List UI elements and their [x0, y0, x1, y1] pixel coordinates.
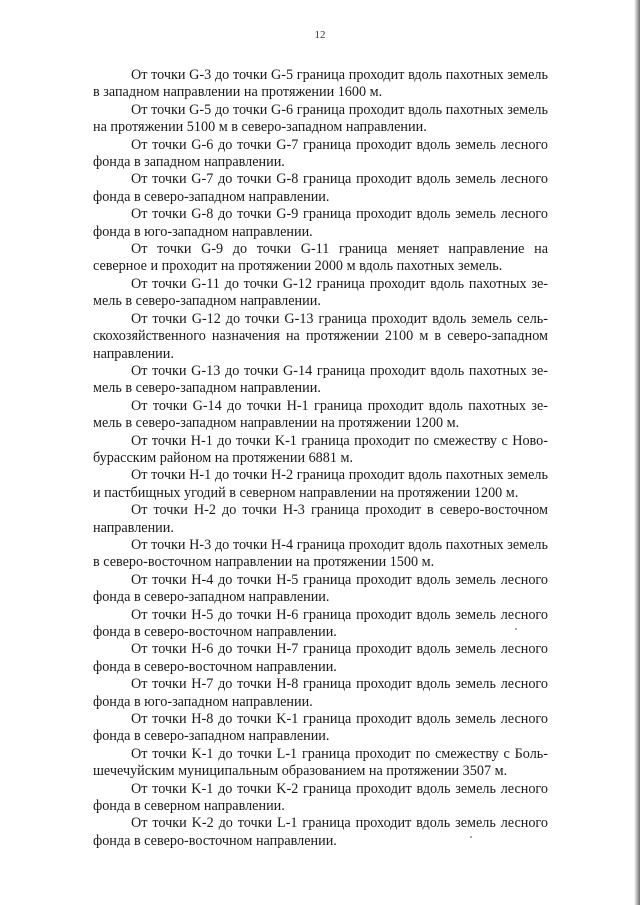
paragraph: От точки G-11 до точки G-12 граница проходит вдоль пахотных земель в северо-западном направлении. [93, 275, 548, 310]
scan-speck [470, 836, 472, 838]
paragraph: От точки G-5 до точки G-6 граница проходит вдоль пахотных земель на протяжении 5100 м в северо-западном направлении. [93, 101, 548, 136]
page-number: 12 [314, 29, 326, 41]
paragraph: От точки K-2 до точки L-1 граница проходит вдоль земель лесного фонда в северо-восточном направлении. [93, 815, 548, 849]
paragraph: От точки H-7 до точки H-8 граница проходит вдоль земель лесного фонда в юго-западном направлении. [93, 676, 548, 710]
paragraph: От точки H-5 до точки H-6 граница проходит вдоль земель лесного фонда в северо-восточном направлении. [93, 606, 548, 640]
body-text [93, 67, 548, 850]
paragraph: От точки H-1 до точки K-1 граница проходит по смежеству с Новобурасским районом на протяжении 6881 м. [93, 432, 548, 466]
paragraph: От точки H-4 до точки H-5 граница проходит вдоль земель лесного фонда в северо-западном направлении. [93, 571, 548, 606]
paragraph: От точки H-3 до точки H-4 граница проходит вдоль пахотных земель в северо-восточном направлении на протяжении 1500 м. [93, 536, 548, 571]
paragraph: От точки G-13 до точки G-14 граница проходит вдоль пахотных земель в северо-западном направлении. [93, 362, 548, 397]
paragraph: От точки G-6 до точки G-7 граница проходит вдоль земель лесного фонда в западном направлении. [93, 136, 548, 171]
paragraph: От точки G-14 до точки H-1 граница проходит вдоль пахотных земель в северо-западном направлении на протяжении 1200 м. [93, 397, 548, 432]
paragraph: От точки G-7 до точки G-8 граница проходит вдоль земель лесного фонда в северо-западном направлении. [93, 171, 548, 205]
paragraph: От точки H-2 до точки H-3 граница проходит в северо-восточном направлении. [93, 502, 548, 536]
scan-speck [515, 628, 517, 630]
paragraph: От точки K-1 до точки L-1 граница проходит по смежеству с Большечечуйским муниципальным образованием на протяжении 3507 м. [93, 745, 548, 780]
paragraph: От точки G-9 до точки G-11 граница меняет направление на северное и проходит на протяжении 2000 м вдоль пахотных земель. [93, 241, 548, 275]
paragraph: От точки H-1 до точки H-2 граница проходит вдоль пахотных земель и пастбищных угодий в северном направлении на протяжении 1200 м. [93, 467, 548, 501]
paragraph: От точки K-1 до точки K-2 граница проходит вдоль земель лесного фонда в северном направлении. [93, 780, 548, 815]
paragraph: От точки G-3 до точки G-5 граница проходит вдоль пахотных земель в западном направлении на протяжении 1600 м. [93, 67, 548, 101]
paragraph: От точки G-12 до точки G-13 граница проходит вдоль земель сельскохозяйственного назначения на протяжении 2100 м в северо-западном направлении. [93, 310, 548, 362]
scan-edge-shadow [634, 0, 640, 905]
paragraph: От точки H-8 до точки K-1 граница проходит вдоль земель лесного фонда в северо-западном направлении. [93, 711, 548, 745]
paragraph: От точки H-6 до точки H-7 граница проходит вдоль земель лесного фонда в северо-восточном направлении. [93, 641, 548, 675]
paragraph: От точки G-8 до точки G-9 граница проходит вдоль земель лесного фонда в юго-западном направлении. [93, 206, 548, 240]
